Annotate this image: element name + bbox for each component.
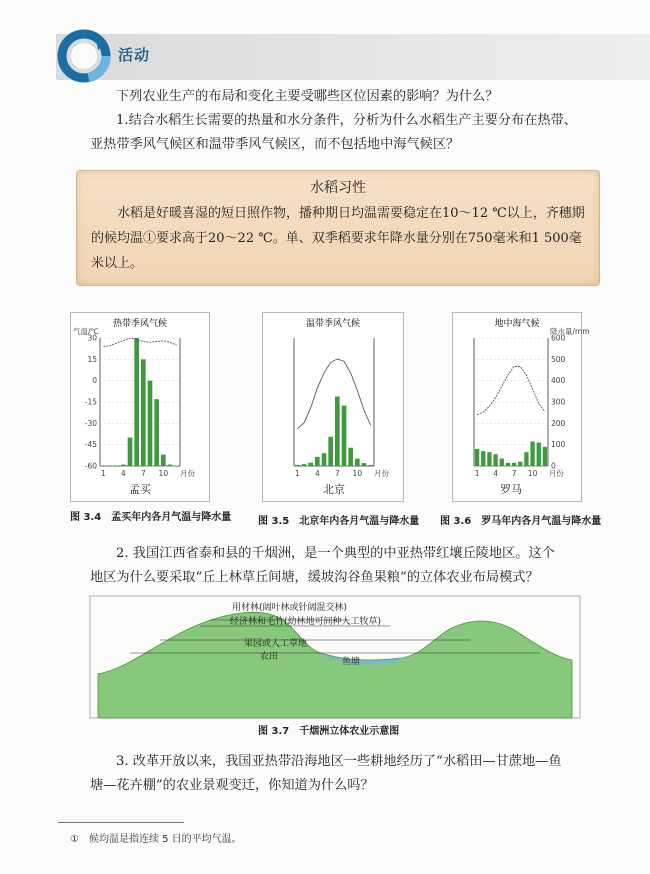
- tick-label-right: 400: [551, 376, 566, 386]
- tick-label-left: -45: [84, 440, 97, 450]
- tick-label-left: 0: [92, 376, 97, 386]
- activity-title: 活动: [118, 46, 151, 64]
- x-tick-label: 4: [120, 469, 126, 478]
- x-tick-label: 7: [334, 469, 340, 478]
- chart-mumbai: [70, 312, 210, 502]
- precip-bar: [141, 359, 146, 466]
- x-tick-label: 10: [158, 469, 169, 478]
- chart-title: 温带季风气候: [305, 319, 361, 329]
- precip-bar: [128, 438, 133, 466]
- precip-bar: [295, 465, 300, 466]
- precip-bar: [475, 449, 479, 466]
- intro-question: 下列农业生产的布局和变化主要受哪些区位因素的影响？为什么？: [116, 89, 499, 104]
- precip-bar: [101, 466, 106, 467]
- precip-bar: [335, 397, 340, 466]
- precip-bar: [114, 466, 119, 467]
- activity-cycle-icon: [56, 28, 112, 84]
- chart-title: 地中海气候: [494, 319, 540, 329]
- precip-bar: [537, 443, 541, 466]
- precip-bar: [493, 454, 497, 466]
- x-tick-label: 10: [527, 469, 538, 478]
- precip-bar: [524, 452, 528, 466]
- city-label: 孟买: [129, 483, 151, 496]
- precip-bar: [328, 437, 333, 466]
- x-axis-label: 月份: [374, 469, 389, 478]
- precip-bar: [362, 463, 367, 466]
- question-3-line-2: 塘—花卉棚”的农业景观变迁，你知道为什么吗？: [90, 778, 374, 793]
- footnote-rule: [58, 822, 184, 823]
- tick-label-right: 500: [551, 354, 566, 364]
- city-label: 北京: [323, 483, 345, 496]
- x-axis-label: 月份: [180, 469, 195, 478]
- tick-label-left: -15: [84, 397, 97, 407]
- precip-bar: [518, 462, 522, 466]
- x-tick-label: 1: [294, 469, 300, 478]
- x-tick-label: 4: [314, 469, 320, 478]
- precip-bar: [342, 406, 347, 466]
- x-tick-label: 1: [474, 469, 480, 478]
- precip-bar: [530, 441, 534, 466]
- question-2-line-1: 2. 我国江西省泰和县的千烟洲，是一个典型的中亚热带红壤丘陵地区。这个: [116, 546, 555, 561]
- question-1-line-1: 1.结合水稻生长需要的热量和水分条件，分析为什么水稻生产主要分布在热带、: [116, 113, 577, 128]
- precip-bar: [121, 465, 126, 466]
- figure-3-4-caption: 图 3.4 孟买年内各月气温与降水量: [70, 512, 232, 523]
- precip-bar: [543, 447, 547, 466]
- tick-label-right: 100: [551, 440, 566, 450]
- precip-bar: [302, 464, 307, 466]
- precip-bar: [487, 452, 491, 466]
- chart-title: 热带季风气候: [112, 319, 168, 329]
- figure-3-6-caption: 图 3.6 罗马年内各月气温与降水量: [440, 516, 602, 527]
- precip-bar: [500, 459, 504, 466]
- precip-bar: [148, 381, 153, 466]
- precip-bar: [168, 465, 173, 466]
- figure-3-7-caption: 图 3.7 千烟洲立体农业示意图: [258, 726, 400, 737]
- x-tick-label: 1: [100, 469, 106, 478]
- precip-bar: [512, 463, 516, 466]
- left-axis-label: 气温/℃: [73, 327, 99, 336]
- chart-rome: [452, 312, 590, 502]
- precip-bar: [348, 448, 353, 466]
- precip-bar: [481, 451, 485, 466]
- label-timber-forest: 用材林(阔叶林或针阔混交林): [232, 603, 348, 613]
- tick-label-right: 600: [551, 333, 566, 343]
- footnote: ① 候均温是指连续 5 日的平均气温。: [70, 834, 242, 845]
- precip-bar: [161, 455, 166, 466]
- city-label: 罗马: [500, 483, 522, 496]
- chart-beijing: [262, 312, 404, 502]
- x-tick-label: 10: [352, 469, 363, 478]
- precip-bar: [315, 457, 320, 466]
- precip-bar: [368, 465, 373, 466]
- x-axis-label: 月份: [548, 469, 564, 478]
- tick-label-right: 300: [551, 397, 566, 407]
- precip-bar: [174, 466, 179, 467]
- precip-bar: [308, 463, 313, 466]
- tick-label-left: -30: [84, 418, 97, 428]
- figure-3-5-caption: 图 3.5 北京年内各月气温与降水量: [258, 516, 420, 527]
- precip-bar: [154, 399, 159, 466]
- x-tick-label: 7: [511, 469, 517, 478]
- tick-label-left: 30: [87, 333, 97, 343]
- qianyanzhou-diagram: [90, 596, 580, 718]
- question-1-line-2: 亚热带季风气候区和温带季风气候区，而不包括地中海气候区？: [90, 137, 460, 152]
- x-tick-label: 7: [140, 469, 146, 478]
- right-axis-label: 降水量/mm: [550, 327, 590, 336]
- question-3-line-1: 3. 改革开放以来，我国亚热带沿海地区一些耕地经历了“水稻田—甘蔗地—鱼: [116, 754, 562, 769]
- tick-label-left: 15: [87, 354, 97, 364]
- tick-label-left: -60: [84, 461, 97, 471]
- tick-label-right: 200: [551, 418, 566, 428]
- question-2-line-2: 地区为什么要采取“丘上林草丘间塘，缓坡沟谷鱼果粮”的立体农业布局模式？: [90, 570, 539, 585]
- precip-bar: [506, 463, 510, 466]
- label-farmland: 农田: [260, 652, 279, 662]
- rice-habits-box: [76, 170, 600, 286]
- label-economic-forest: 经济林和毛竹(幼林地可间种人工牧草): [230, 617, 382, 627]
- label-fish-pond: 鱼塘: [342, 657, 361, 667]
- x-tick-label: 4: [493, 469, 498, 478]
- precip-bar: [108, 466, 113, 467]
- tick-label-right: 0: [551, 461, 556, 471]
- precip-bar: [322, 453, 327, 466]
- rice-habits-text: 水稻是好暖喜湿的短日照作物，播种期日均温需要稳定在10～12 ℃以上，齐穗期的候均温①要求高于20～22 ℃。单、双季稻要求年降水量分别在750毫米和1 500毫米以上。: [91, 206, 585, 271]
- precip-bar: [355, 459, 360, 466]
- rice-habits-title: 水稻习性: [310, 180, 366, 196]
- label-orchard: 果园或人工草地: [244, 639, 308, 649]
- precip-bar: [134, 338, 139, 466]
